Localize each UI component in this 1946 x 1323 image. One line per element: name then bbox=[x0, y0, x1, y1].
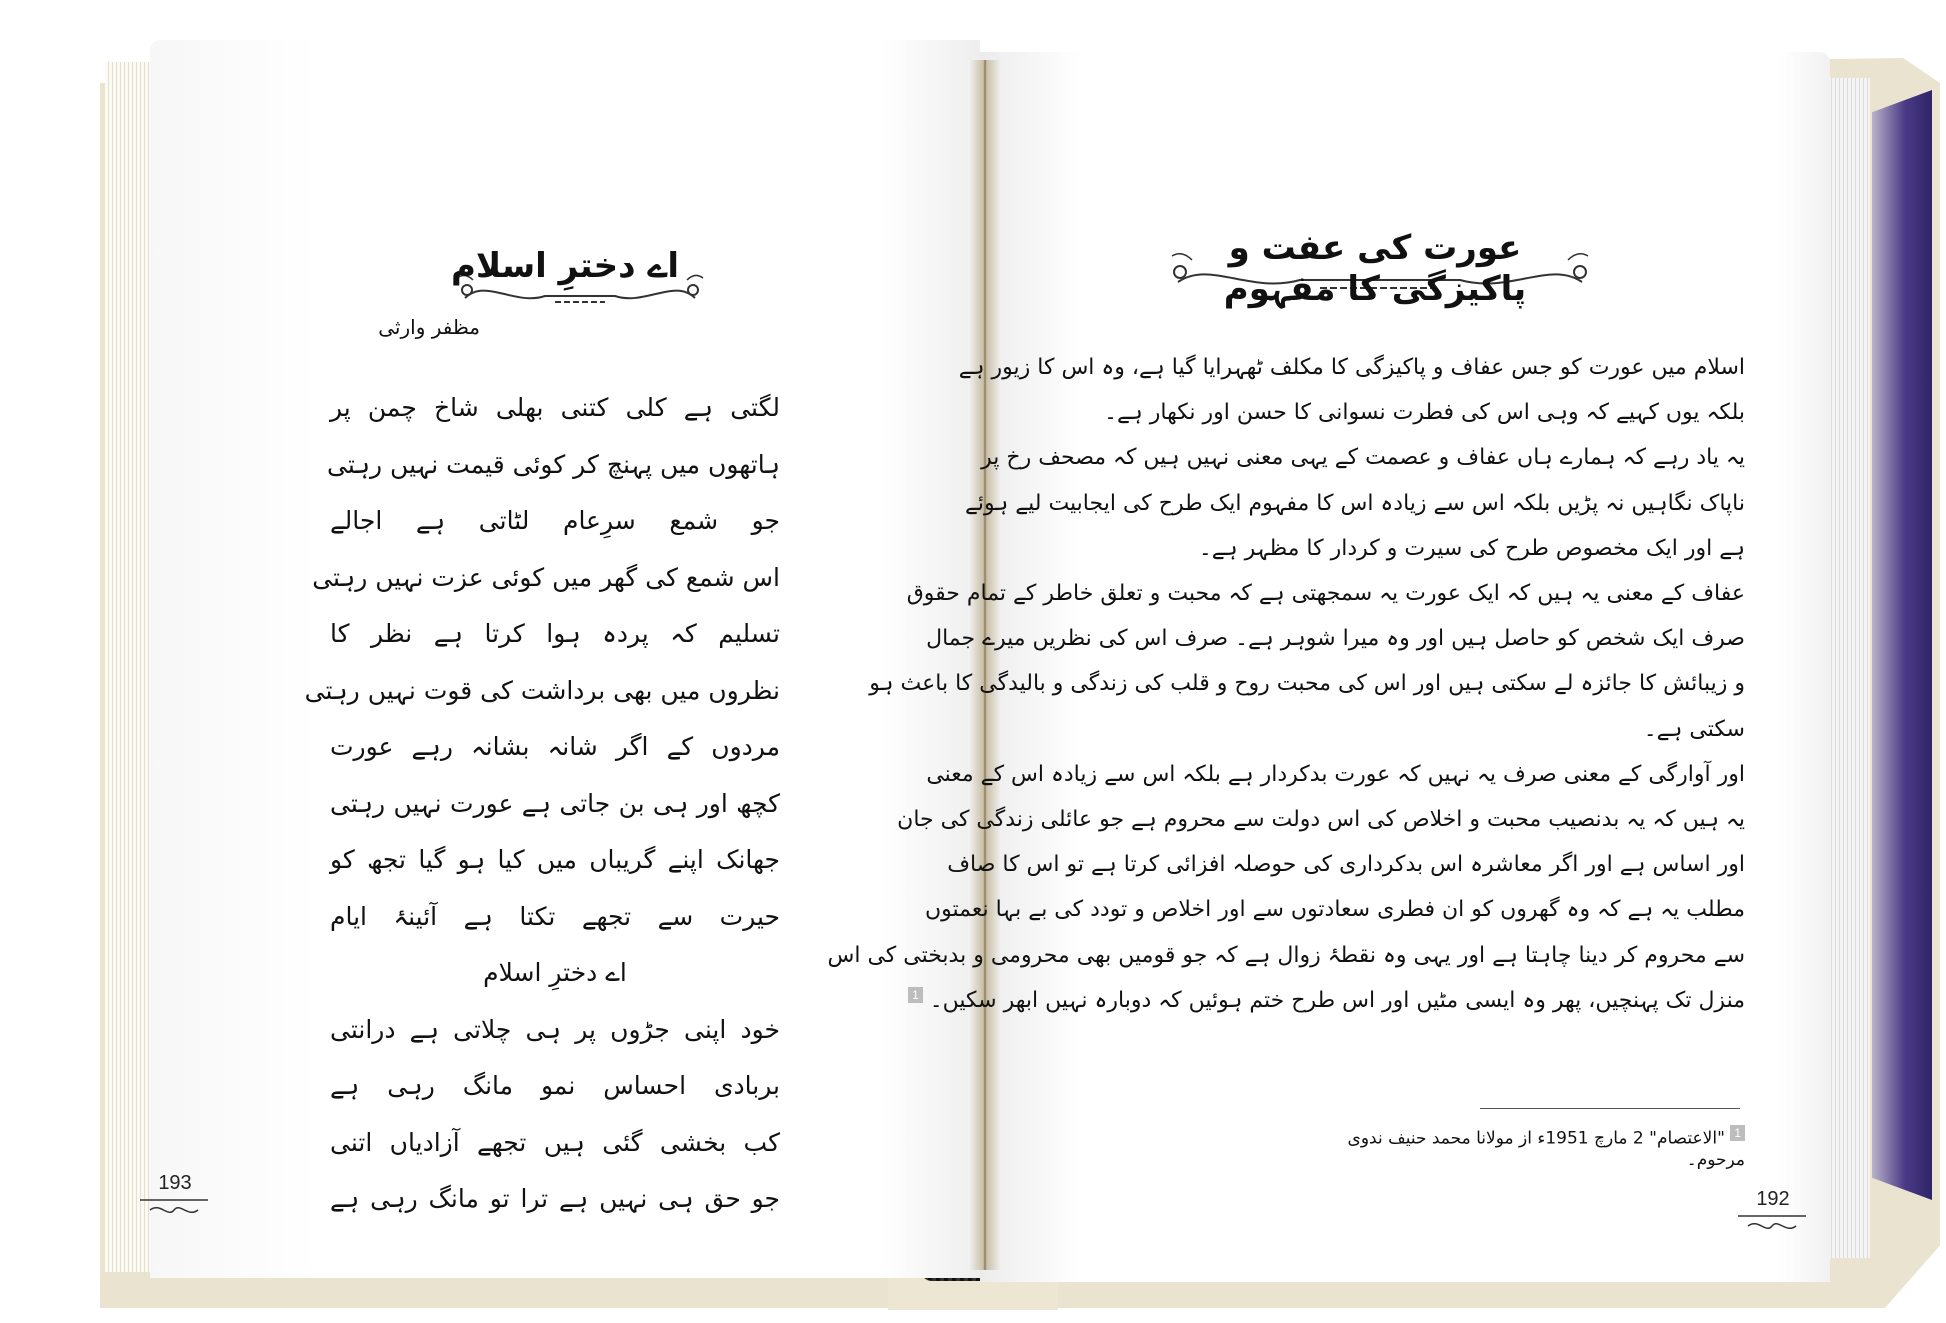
cover-edge bbox=[1872, 90, 1932, 1200]
article-line: سکتی ہے۔ bbox=[1643, 716, 1745, 742]
article-last-line-text: منزل تک پہنچیں، پھر وہ ایسی مٹیں اور اس طرح ختم ہوئیں کہ دوبارہ نہیں ابھر سکیں۔ bbox=[929, 987, 1745, 1013]
article-line: عفاف کے معنی یہ ہیں کہ ایک عورت یہ سمجھتی ہے کہ محبت و تعلق خاطر کے تمام حقوق bbox=[906, 581, 1745, 607]
footnote-text: "الاعتصام" 2 مارچ 1951ء از مولانا محمد حنیف ندوی مرحوم۔ bbox=[1347, 1128, 1745, 1170]
footnote-divider bbox=[1480, 1108, 1740, 1109]
page-number-ornament-icon bbox=[1736, 1212, 1808, 1236]
article-line: اور اساس ہے اور اگر معاشرہ اس بدکرداری کی حوصلہ افزائی کرتا ہے تو اس کا صاف bbox=[947, 852, 1745, 878]
poem-body bbox=[304, 380, 780, 1228]
poem-refrain: اے دخترِ اسلام bbox=[483, 958, 627, 987]
article-body bbox=[827, 345, 1745, 1023]
article-line: یہ ہیں کہ یہ بدنصیب محبت و اخلاص کی اس دولت سے محروم ہے جو عائلی زندگی کی جان bbox=[897, 807, 1745, 833]
article-line: ناپاک نگاہیں نہ پڑیں بلکہ اس سے زیادہ اس کا مفہوم ایک طرح کی ایجابیت لیے ہوئے bbox=[964, 490, 1745, 516]
poem-verse: کچھ اور ہی بن جاتی ہے عورت نہیں رہتی bbox=[330, 788, 780, 818]
article-line: مطلب یہ ہے کہ وہ گھروں کو ان فطری سعادتوں سے اور اخلاص و تودد کی بے بہا نعمتوں bbox=[924, 897, 1745, 923]
footnote-marker: 1 bbox=[1730, 1125, 1745, 1141]
poem-verse: جھانک اپنے گریباں میں کیا ہو گیا تجھ کو bbox=[330, 845, 780, 874]
poem-verse: اس شمع کی گھر میں کوئی عزت نہیں رہتی bbox=[312, 562, 780, 592]
article-line bbox=[912, 978, 1745, 1023]
poem-verse: بربادی احساس نمو مانگ رہی ہے bbox=[330, 1071, 780, 1100]
article-line: ہے اور ایک مخصوص طرح کی سیرت و کردار کا مظہر ہے۔ bbox=[1198, 535, 1745, 561]
article-line: بلکہ یوں کہیے کہ وہی اس کی فطرت نسوانی کا حسن اور نکھار ہے۔ bbox=[1104, 400, 1745, 426]
poem-verse: کب بخشی گئی ہیں تجھے آزادیاں اتنی bbox=[330, 1127, 780, 1157]
poem-title: اے دخترِ اسلام bbox=[450, 246, 680, 286]
poem-verse: خود اپنی جڑوں پر ہی چلاتی ہے درانتی bbox=[330, 1014, 780, 1044]
poem-verse: نظروں میں بھی برداشت کی قوت نہیں رہتی bbox=[304, 675, 780, 705]
poem-verse: ہاتھوں میں پہنچ کر کوئی قیمت نہیں رہتی bbox=[327, 449, 780, 479]
page-number-ornament-icon bbox=[138, 1196, 210, 1220]
article-title: عورت کی عفت و پاکیزگی کا مفہوم bbox=[1223, 228, 1527, 309]
article-line: صرف ایک شخص کو حاصل ہیں اور وہ میرا شوہر ہے۔ صرف اس کی نظریں میرے جمال bbox=[926, 626, 1745, 652]
article-line: اور آوارگی کے معنی صرف یہ نہیں کہ عورت بدکردار ہے بلکہ اس سے زیادہ اس کے معنی bbox=[926, 761, 1745, 787]
article-line: یہ یاد رہے کہ ہمارے ہاں عفاف و عصمت کے یہی معنی نہیں ہیں کہ مصحف رخ پر bbox=[981, 445, 1745, 471]
footnote bbox=[1325, 1125, 1745, 1170]
poem-verse: جو شمع سرِعام لٹاتی ہے اجالے bbox=[330, 506, 780, 535]
poem-verse: جو حق ہی نہیں ہے ترا تو مانگ رہی ہے bbox=[330, 1184, 780, 1213]
poem-verse: لگتی ہے کلی کتنی بھلی شاخ چمن پر bbox=[330, 393, 780, 422]
poem-verse: حیرت سے تجھے تکتا ہے آئینۂ ایام bbox=[330, 901, 780, 931]
page-number-right: 192 bbox=[1756, 1188, 1790, 1210]
poet-name: مظفر وارثی bbox=[378, 315, 480, 339]
page-number-left: 193 bbox=[158, 1172, 192, 1194]
article-line: و زیبائش کا جائزہ لے سکتی ہیں اور اس کی محبت روح و قلب کی زندگی و بالیدگی کا باعث ہو bbox=[869, 671, 1745, 697]
poem-verse: مردوں کے اگر شانہ بشانہ رہے عورت bbox=[330, 732, 780, 761]
poem-verse: تسلیم کہ پردہ ہوا کرتا ہے نظر کا bbox=[330, 619, 780, 648]
article-line: سے محروم کر دینا چاہتا ہے اور یہی وہ نقطۂ زوال ہے کہ جو قومیں بھی محرومی و بدبختی کی اس bbox=[827, 942, 1745, 968]
article-line: اسلام میں عورت کو جس عفاف و پاکیزگی کا مکلف ٹھہرایا گیا ہے، وہ اس کا زیور ہے bbox=[958, 355, 1745, 380]
footnote-reference[interactable]: 1 bbox=[908, 987, 923, 1003]
